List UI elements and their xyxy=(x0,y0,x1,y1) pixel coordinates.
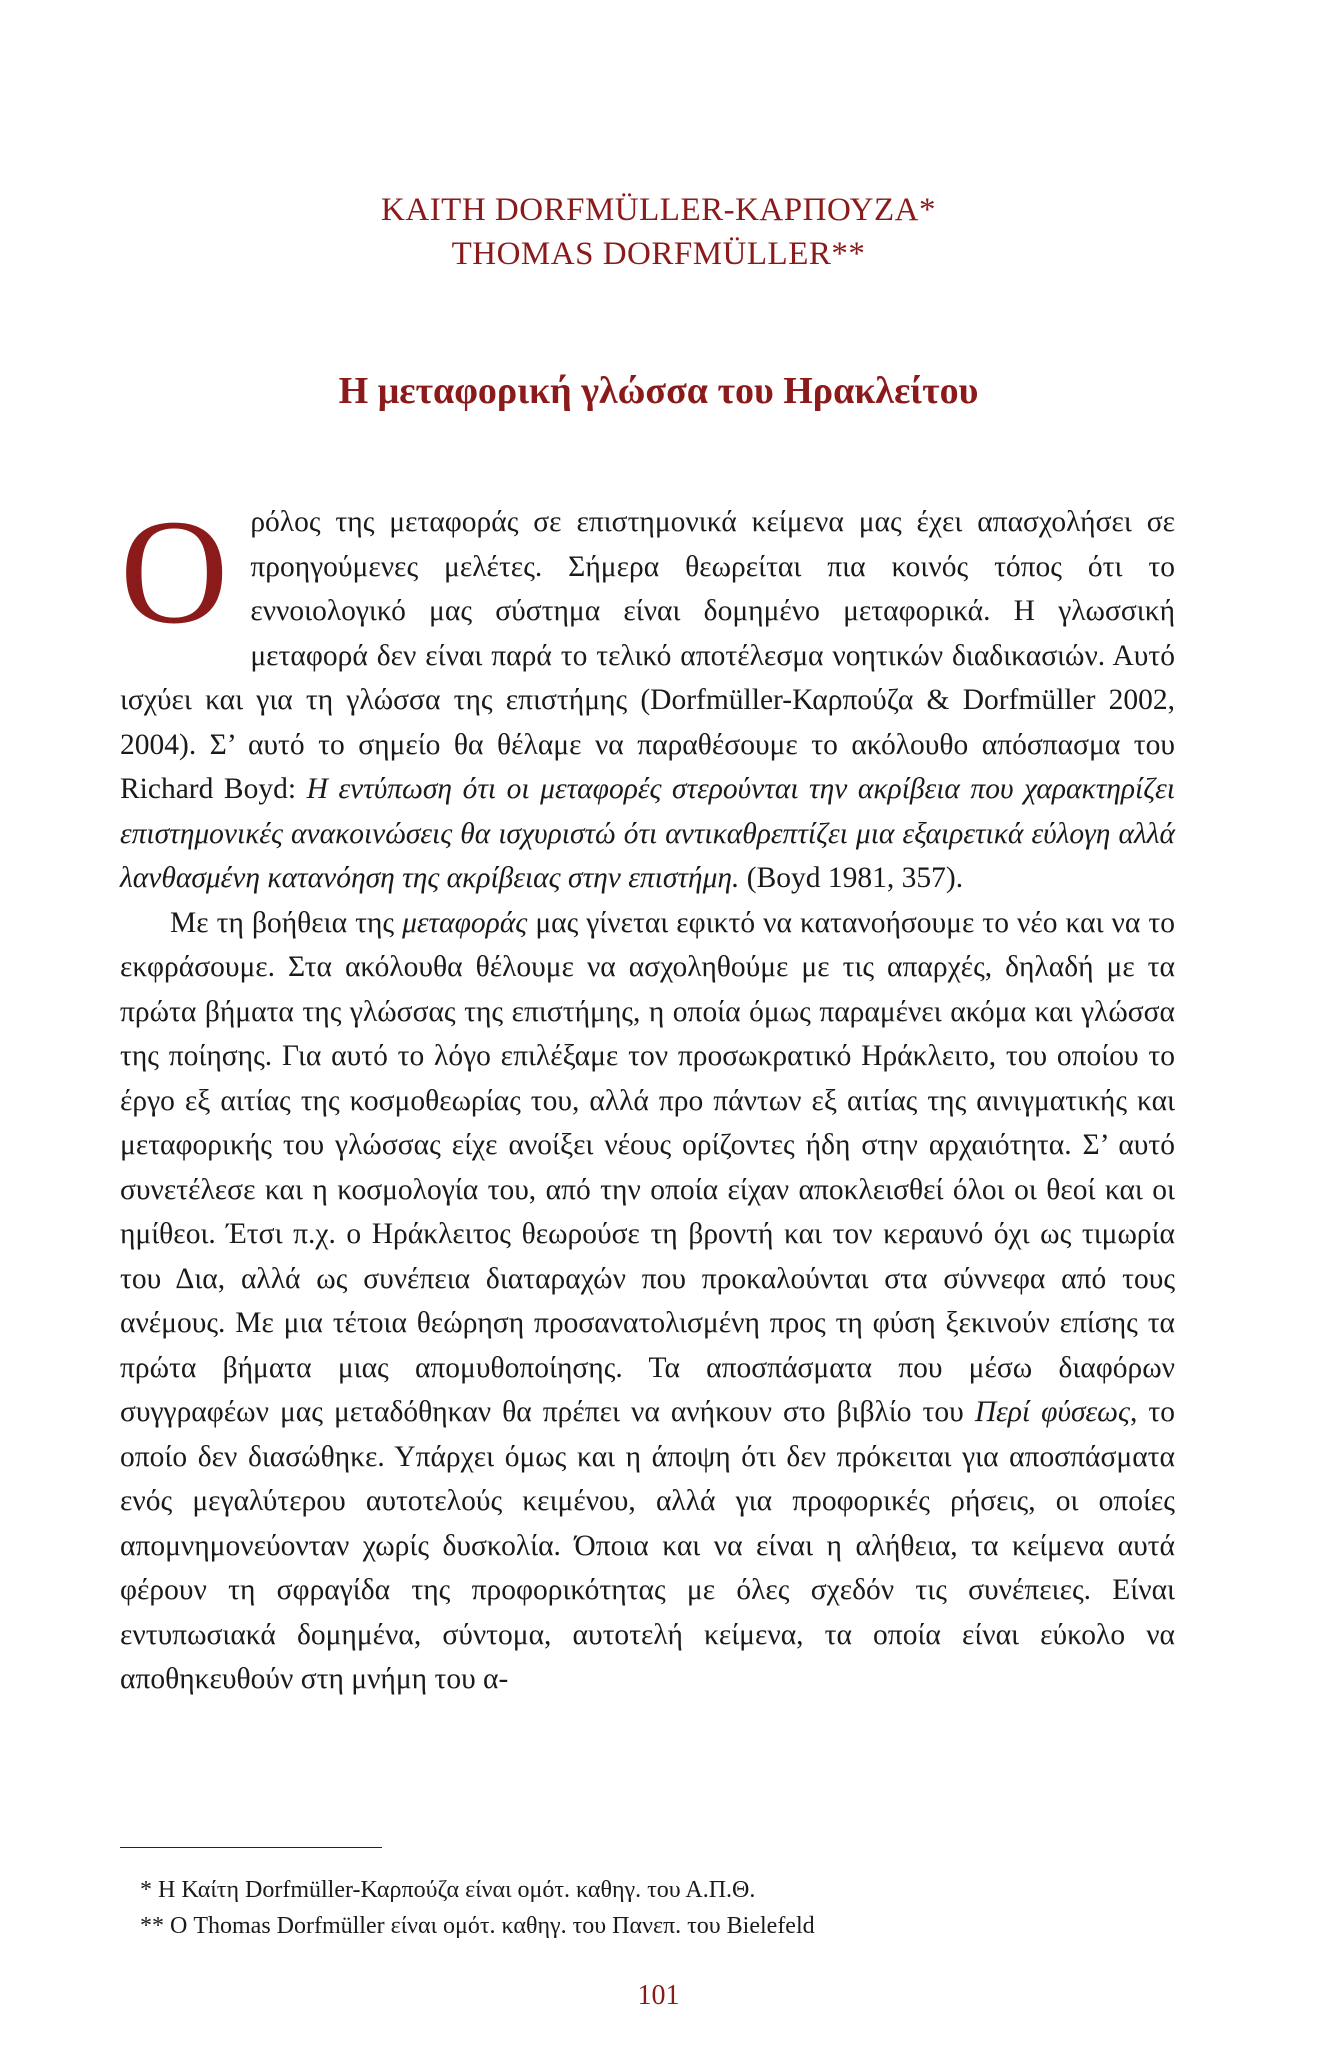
footnote-1: * Η Καίτη Dorfmüller-Καρπούζα είναι ομότ. καθηγ. του Α.Π.Θ. xyxy=(140,1877,756,1903)
article-title: Η μεταφορική γλώσσα του Ηρακλείτου xyxy=(338,370,979,412)
author-1: KAITH DORFMÜLLER-ΚΑΡΠΟΥΖΑ* xyxy=(381,192,936,228)
page-number: 101 xyxy=(637,1980,680,2011)
paragraph-1-text: ρόλος της μεταφοράς σε επιστημονικά κείμενα μας έχει απασχολήσει σε προηγούμενες μελέτες. Σήμερα θεωρείται πια κοινός τόπος ότι το εννοιολογικό μας σύστημα είναι δομημένο μεταφορικά. Η γλωσσική μεταφορά δεν είναι παρά το τελικό αποτέλεσμα νοητικών διαδικασιών. Αυτό ισχύει και για τη γλώσσα της επιστήμης (Dorfmüller-Καρπούζα & Dorfmüller 2002, 2004). Σ’ αυτό το σημείο θα θέλαμε να παραθέσουμε το ακόλουθο απόσπασμα του Richard Boyd: xyxy=(120,506,1175,805)
footnotes xyxy=(140,1872,1140,1944)
author-2: THOMAS DORFMÜLLER** xyxy=(451,236,866,272)
drop-cap: Ο xyxy=(120,489,229,655)
paragraph-2-em-a: μεταφοράς xyxy=(402,906,528,939)
boyd-citation: (Boyd 1981, 357). xyxy=(739,862,964,894)
paragraph-2-text-b: μας γίνεται εφικτό να κατανοήσουμε το νέο και να το εκφράσουμε. Στα ακόλουθα θέλουμε να ασχοληθούμε με τις απαρχές, δηλαδή με τα πρώτα βήματα της γλώσσας της επιστήμης, η οποία όμως παραμένει ακόμα και γλώσσα της ποίησης. Για αυτό το λόγο επιλέξαμε τον προσωκρατικό Ηράκλειτο, του οποίου το έργο εξ αιτίας της κοσμοθεωρίας του, αλλά προ πάντων εξ αιτίας της αινιγματικής και μεταφορικής του γλώσσας είχε ανοίξει νέους ορίζοντες ήδη στην αρχαιότητα. Σ’ αυτό συνετέλεσε και η κοσμολογία του, από την οποία είχαν αποκλεισθεί όλοι οι θεοί και οι ημίθεοι. Έτσι π.χ. ο Ηράκλειτος θεωρούσε τη βροντή και τον κεραυνό όχι ως τιμωρία του Δια, αλλά ως συνέπεια διαταραχών που προκαλούνται στα σύννεφα από τους ανέμους. Με μια τέτοια θεώρηση προσανατολισμένη προς τη φύση ξεκινούν επίσης τα πρώτα βήματα μιας απομυθοποίησης. Τα αποσπάσματα που μέσω διαφόρων συγγραφέων μας μεταδόθηκαν θα πρέπει να ανήκουν στο βιβλίο του xyxy=(120,906,1175,1428)
boyd-quote: Η εντύπωση ότι οι μεταφορές στερούνται την ακρίβεια που χαρακτηρίζει επιστημονικές ανακοινώσεις θα ισχυριστώ ότι αντικαθρεπτίζει μια εξαιρετικά εύλογη αλλά λανθασμένη κατανόηση της ακρίβειας στην επιστήμη. xyxy=(120,773,1176,894)
footnote-divider xyxy=(120,1847,382,1848)
book-title: Περί φύσεως xyxy=(974,1396,1130,1428)
paragraph-2-text-c: , το οποίο δεν διασώθηκε. Υπάρχει όμως και η άποψη ότι δεν πρόκειται για αποσπάσματα ενός μεγαλύτερου αυτοτελούς κειμένου, αλλά για προφορικές ρήσεις, οι οποίες απομνημονεύονταν χωρίς δυσκολία. Όποια και να είναι η αλήθεια, τα κείμενα αυτά φέρουν τη σφραγίδα της προφορικότητας με όλες σχεδόν τις συνέπειες. Είναι εντυπωσιακά δομημένα, σύντομα, αυτοτελή κείμενα, τα οποία είναι εύκολο να αποθηκευθούν στη μνήμη του α- xyxy=(120,1396,1175,1695)
article-body xyxy=(120,489,1176,1702)
footnote-2: ** Ο Thomas Dorfmüller είναι ομότ. καθηγ. του Πανεπ. του Bielefeld xyxy=(140,1913,815,1939)
paragraph-2 xyxy=(120,901,1175,1702)
paragraph-1 xyxy=(120,489,1176,901)
author-block xyxy=(0,188,1317,276)
paragraph-2-text-a: Με τη βοήθεια της xyxy=(170,906,403,939)
